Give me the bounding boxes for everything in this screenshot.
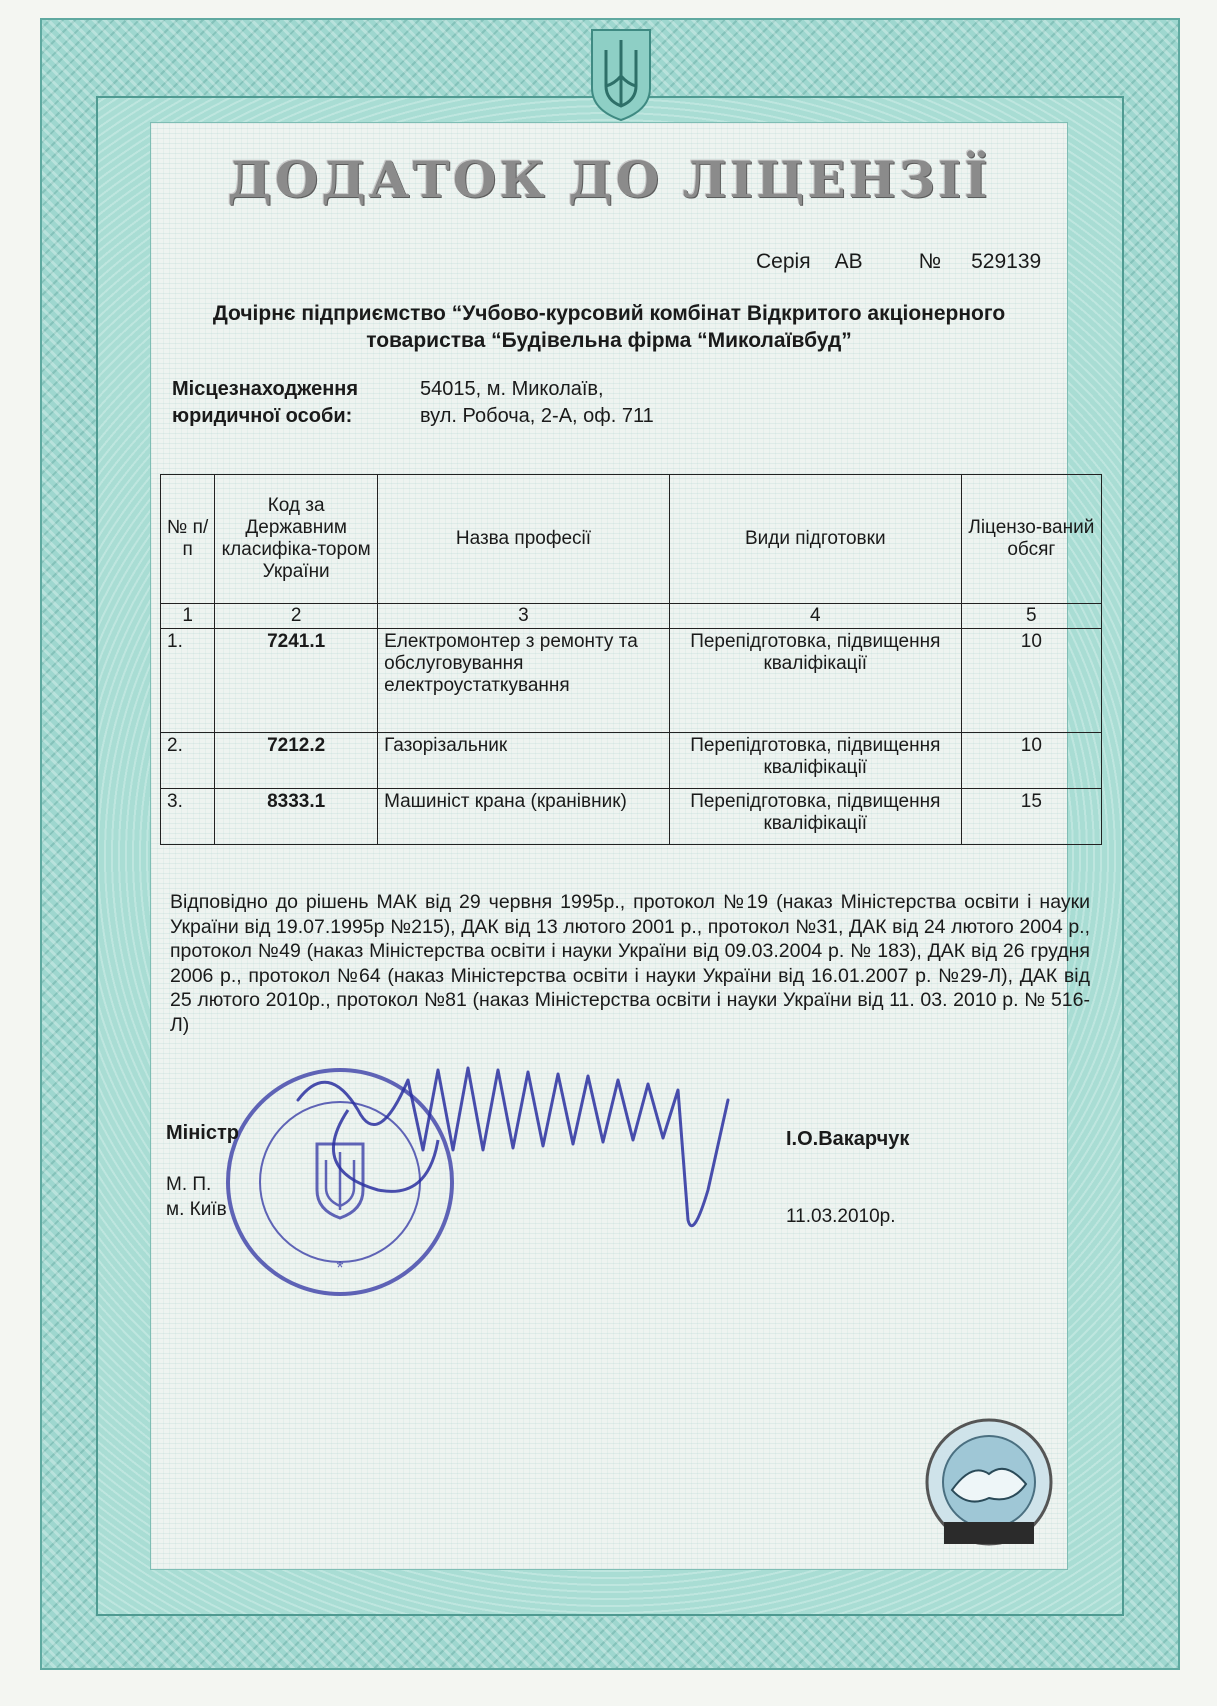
column-number-row: [161, 604, 1102, 629]
address-label-line-1: Місцезнаходження: [172, 378, 359, 400]
basis-paragraph: Відповідно до рішень МАК від 29 червня 1995р., протокол №19 (наказ Міністерства освіти і науки України від 19.07.1995р №215), ДАК від 13 лютого 2001 р., протокол №31, ДАК від 24 лютого 2004 р., протокол №49 (наказ Міністерства освіти і науки України від 09.03.2004 р. № 183), ДАК від 26 грудня 2006 р., протокол №64 (наказ Міністерства освіти і науки України від 16.01.2007 р. №29-Л), ДАК від 25 лютого 2010р., протокол №81 (наказ Міністерства освіти і науки України від 11. 03. 2010 р. № 516-Л): [170, 891, 1090, 1036]
organization-line-2: товариства “Будівельна фірма “Миколаївбуд”: [366, 329, 852, 352]
hologram-sticker-icon: [922, 1412, 1056, 1562]
row-profession: Електромонтер з ремонту та обслуговування електроустаткування: [378, 629, 670, 733]
city-label: м. Київ: [166, 1199, 227, 1220]
address-line-2: вул. Робоча, 2-А, оф. 711: [420, 405, 654, 427]
header-volume: Ліцензо-ваний обсяг: [961, 475, 1101, 604]
row-code: 7241.1: [215, 629, 378, 733]
row-code: 8333.1: [215, 789, 378, 845]
column-number: 4: [669, 604, 961, 629]
number-label: №: [918, 250, 942, 273]
signer-name: І.О.Вакарчук: [786, 1128, 910, 1150]
minister-title: Міністр: [166, 1122, 239, 1144]
column-number: 5: [961, 604, 1101, 629]
row-volume: 15: [961, 789, 1101, 845]
issue-date: 11.03.2010р.: [786, 1206, 896, 1227]
license-table: [160, 474, 1102, 845]
serial-label: Серія: [756, 250, 811, 273]
header-training: Види підготовки: [669, 475, 961, 604]
header-no: № п/п: [161, 475, 215, 604]
row-training: Перепідготовка, підвищення кваліфікації: [669, 733, 961, 789]
page-title: ДОДАТОК ДО ЛІЦЕНЗІЇ: [227, 150, 991, 209]
address-line-1: 54015, м. Миколаїв,: [420, 378, 604, 400]
column-number: 2: [215, 604, 378, 629]
row-training: Перепідготовка, підвищення кваліфікації: [669, 789, 961, 845]
row-volume: 10: [961, 629, 1101, 733]
organization-line-1: Дочірнє підприємство “Учбово-курсовий комбінат Відкритого акціонерного: [212, 302, 1006, 325]
table-row: [161, 629, 1102, 733]
header-code: Код за Державним класифіка-тором України: [215, 475, 378, 604]
row-profession: Газорізальник: [378, 733, 670, 789]
row-no: 2.: [161, 733, 215, 789]
table-row: [161, 789, 1102, 845]
row-no: 3.: [161, 789, 215, 845]
number-value: 529139: [971, 250, 1042, 273]
row-training: Перепідготовка, підвищення кваліфікації: [669, 629, 961, 733]
row-volume: 10: [961, 733, 1101, 789]
column-number: 1: [161, 604, 215, 629]
table-header-row: [161, 475, 1102, 604]
table-row: [161, 733, 1102, 789]
serial-number: [756, 250, 1041, 274]
svg-text:*: *: [336, 1258, 344, 1278]
column-number: 3: [378, 604, 670, 629]
mp-label: М. П.: [166, 1174, 212, 1195]
minister-signature: [288, 1040, 808, 1260]
serial-value: АВ: [834, 250, 863, 273]
address-label: [172, 376, 412, 430]
row-no: 1.: [161, 629, 215, 733]
organization-name: [150, 300, 1068, 354]
address-label-line-2: юридичної особи:: [172, 405, 353, 427]
row-code: 7212.2: [215, 733, 378, 789]
seal-place: [166, 1172, 227, 1222]
trident-emblem-icon: [588, 26, 654, 122]
row-profession: Машиніст крана (кранівник): [378, 789, 670, 845]
address-value: [420, 376, 820, 430]
header-profession: Назва професії: [378, 475, 670, 604]
